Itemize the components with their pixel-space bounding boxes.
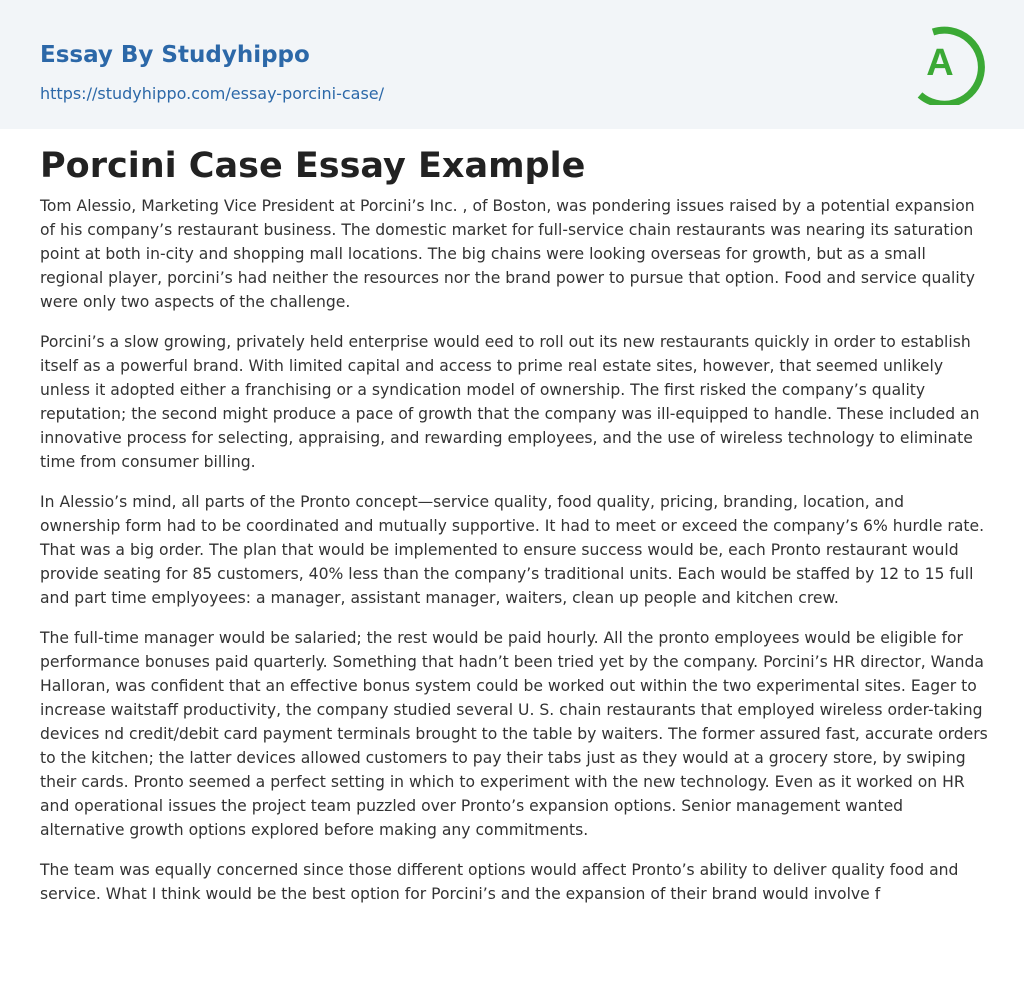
essay-paragraph: Tom Alessio, Marketing Vice President at Porcini’s Inc. , of Boston, was pondering issues raised by a potential expansion of his company’s restaurant business. The domestic market for full-service chain restaurants was nearing its saturation point at both in-city and shopping mall locations. The big chains were looking overseas for growth, but as a small regional player, porcini’s had neither the resources nor the brand power to pursue that option. Food and service quality were only two aspects of the challenge. bbox=[40, 197, 976, 311]
essay-url-link[interactable]: https://studyhippo.com/essay-porcini-case/ bbox=[40, 84, 385, 103]
essay-paragraph: The full-time manager would be salaried; the rest would be paid hourly. All the pronto employees would be eligible for performance bonuses paid quarterly. Something that hadn’t been tried yet by the company. Porcini’s HR director, Wanda Halloran, was confident that an effective bonus system could be worked out within the two experimental sites. Eager to increase waitstaff productivity, the company studied several U. S. chain restaurants that employed wireless order-taking devices nd credit/debit card payment terminals brought to the table by waiters. The former assured fast, accurate orders to the kitchen; the latter devices allowed customers to pay their tabs just as they would at a grocery store, by swiping their cards. Pronto seemed a perfect setting in which to experiment with the new technology. Even as it worked on HR and operational issues the project team puzzled over Pronto’s expansion options. Senior management wanted alternative growth options explored before making any commitments. bbox=[40, 629, 988, 839]
essay-paragraph: The team was equally concerned since those different options would affect Pronto’s ability to deliver quality food and service. What I think would be the best option for Porcini’s and the expansion of their brand would involve f bbox=[40, 861, 959, 903]
essay-body bbox=[40, 194, 988, 922]
page-title: Porcini Case Essay Example bbox=[40, 146, 586, 186]
essay-paragraph: Porcini’s a slow growing, privately held enterprise would eed to roll out its new restaurants quickly in order to establish itself as a powerful brand. With limited capital and access to prime real estate sites, however, that seemed unlikely unless it adopted either a franchising or a syndication model of ownership. The first risked the company’s quality reputation; the second might produce a pace of growth that the company was ill-equipped to handle. These included an innovative process for selecting, appraising, and rewarding employees, and the use of wireless technology to eliminate time from consumer billing. bbox=[40, 333, 980, 471]
essay-paragraph: In Alessio’s mind, all parts of the Pronto concept—service quality, food quality, pricing, branding, location, and ownership form had to be coordinated and mutually supportive. It had to meet or exceed the company’s 6% hurdle rate. That was a big order. The plan that would be implemented to ensure success would be, each Pronto restaurant would provide seating for 85 customers, 40% less than the company’s traditional units. Each would be staffed by 12 to 15 full and part time emplyoyees: a manager, assistant manager, waiters, clean up people and kitchen crew. bbox=[40, 493, 985, 607]
studyhippo-logo-icon[interactable] bbox=[912, 19, 986, 105]
logo-letter: A bbox=[926, 42, 954, 84]
site-header bbox=[0, 0, 1024, 129]
site-title[interactable]: Essay By Studyhippo bbox=[40, 42, 310, 68]
